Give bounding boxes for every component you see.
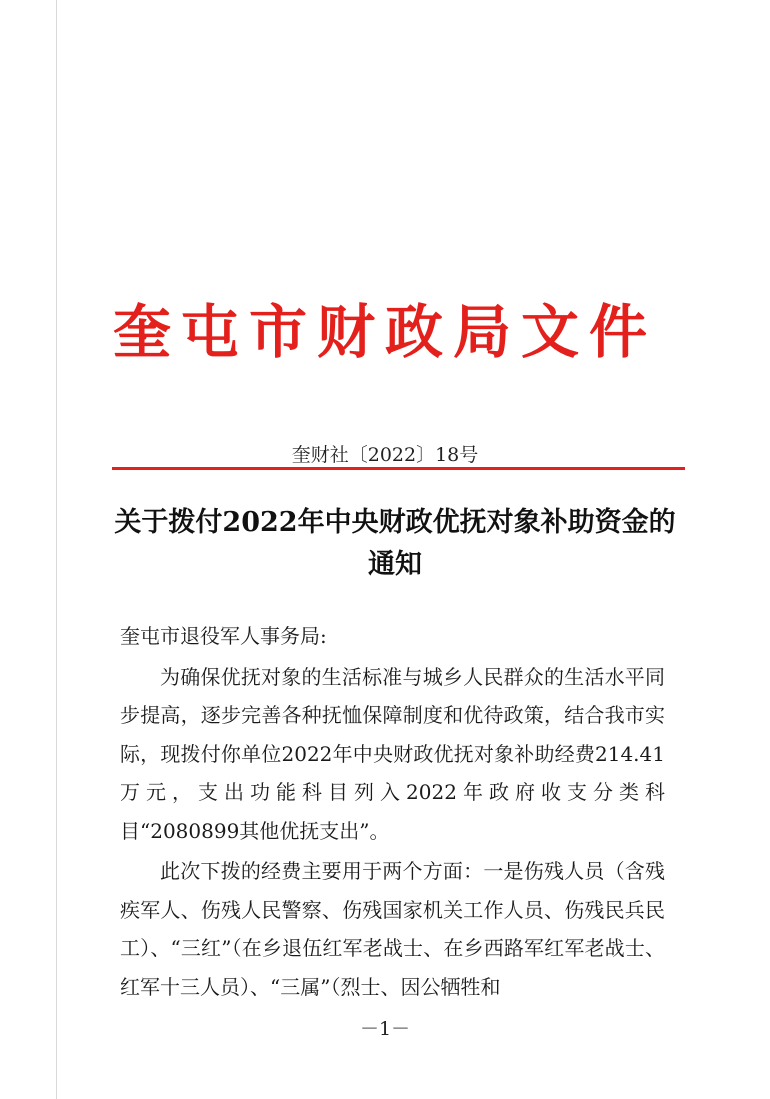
body-paragraph-2: 此次下拨的经费主要用于两个方面：一是伤残人员（含残疾军人、伤残人民警察、伤残国家机关工作人员、伤残民兵民工）、“三红”（在乡退伍红军老战士、在乡西路军红军老战士、红军十三人员）、“三属”（烈士、因公牺牲和	[120, 859, 665, 999]
document-body	[120, 617, 665, 1006]
salutation: 奎屯市退役军人事务局:	[120, 624, 327, 648]
document-number: 奎财社〔2022〕18号	[291, 444, 479, 466]
body-paragraph-1: 为确保优抚对象的生活标准与城乡人民群众的生活水平同步提高，逐步完善各种抚恤保障制度和优待政策，结合我市实际，现拨付你单位2022年中央财政优抚对象补助经费214.41万元，支出功能科目列入2022年政府收支分类科目“2080899其他优抚支出”。	[120, 664, 665, 843]
notice-title: 关于拨付2022年中央财政优抚对象补助资金的通知	[114, 507, 676, 580]
page-number: －1－	[359, 1018, 411, 1040]
issuing-authority-header: 奎屯市财政局文件	[112, 298, 657, 366]
binding-margin-line	[56, 0, 57, 1099]
red-divider-rule	[112, 467, 685, 470]
